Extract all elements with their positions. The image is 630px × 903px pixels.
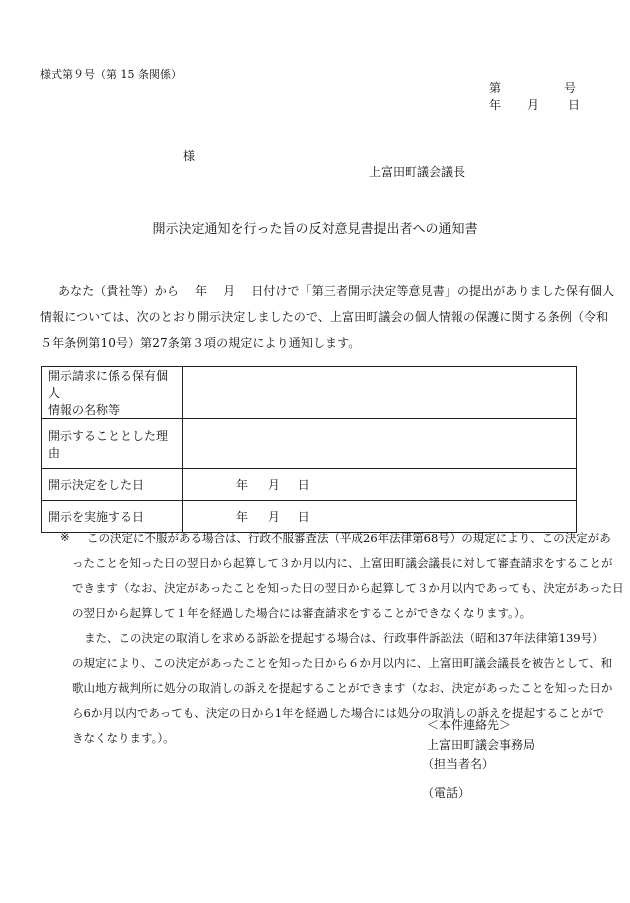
date-day: 日	[297, 510, 310, 524]
note-para2-line-1: また、この決定の取消しを求める訴訟を提起する場合は、行政事件訴訟法（昭和37年法律第139号）	[84, 631, 604, 645]
info-table	[41, 366, 577, 533]
note-para1-line-2: ったことを知った日の翌日から起算して３か月以内に、上富田町議会議長に対して審査請求をすることが	[72, 556, 613, 570]
date-day: 日	[297, 478, 310, 492]
note-para2-line-3: 歌山地方裁判所に処分の取消しの訴えを提起することができます（なお、決定があったことを知った日か	[72, 681, 613, 695]
implementation-date-value	[183, 501, 577, 533]
note-mark: ※	[60, 530, 70, 544]
table-label	[42, 367, 183, 419]
contact-person: （担当者名）	[422, 757, 495, 771]
note-para2-line-2: の規定により、この決定があったことを知った日から６か月以内に、上富田町議会議長を被告として、和	[72, 656, 613, 670]
body-line-3: ５年条例第10号）第27条第３項の規定により通知します。	[40, 336, 361, 350]
table-label: 開示することとした理由	[42, 419, 183, 469]
contact-office: 上富田町議会事務局	[427, 738, 536, 752]
contact-phone: （電話）	[422, 786, 471, 800]
label-line: 情報の名称等	[48, 403, 121, 417]
date-month-label: 月	[527, 98, 540, 112]
note-para1-line-1: この決定に不服がある場合は、行政不服審査法（平成26年法律第68号）の規定により、この決定があ	[87, 531, 611, 545]
date-year-label: 年	[489, 98, 502, 112]
table-row	[42, 367, 577, 419]
table-row	[42, 469, 577, 501]
number-suffix: 号	[564, 81, 577, 95]
date-month: 月	[267, 478, 280, 492]
note-para1-line-3: できます（なお、決定があったことを知った日の翌日から起算して３か月以内であっても、決定があった日	[72, 581, 624, 595]
decision-date-value	[183, 469, 577, 501]
table-value	[183, 367, 577, 419]
table-row	[42, 419, 577, 469]
form-number: 様式第９号（第 15 条関係）	[40, 68, 182, 81]
note-para2-line-4: ら6か月以内であっても、決定の日から1年を経過した場合には処分の取消しの訴えを提起することがで	[72, 706, 605, 720]
sender-name: 上富田町議会議長	[369, 165, 466, 179]
number-prefix: 第	[489, 81, 502, 95]
body-line-2: 情報については、次のとおり開示決定しましたので、上富田町議会の個人情報の保護に関する条例（令和	[40, 310, 609, 324]
table-label: 開示決定をした日	[42, 469, 183, 501]
table-row	[42, 501, 577, 533]
addressee-honorific: 様	[183, 149, 196, 163]
date-day-label: 日	[568, 98, 581, 112]
table-value	[183, 419, 577, 469]
date-year: 年	[236, 478, 249, 492]
note-para2-line-5: きなくなります。）。	[72, 731, 175, 745]
date-year: 年	[236, 510, 249, 524]
note-para1-line-4: の翌日から起算して１年を経過した場合には審査請求をすることができなくなります。）。	[72, 606, 532, 620]
label-line: 開示請求に係る保有個人	[48, 369, 169, 400]
body-line-1: あなた（貴社等）から 年 月 日付けで「第三者開示決定等意見書」の提出がありました保有個人	[58, 284, 615, 298]
date-month: 月	[267, 510, 280, 524]
document-title: 開示決定通知を行った旨の反対意見書提出者への通知書	[152, 222, 478, 237]
contact-heading: ＜本件連絡先＞	[427, 718, 512, 732]
table-label: 開示を実施する日	[42, 501, 183, 533]
